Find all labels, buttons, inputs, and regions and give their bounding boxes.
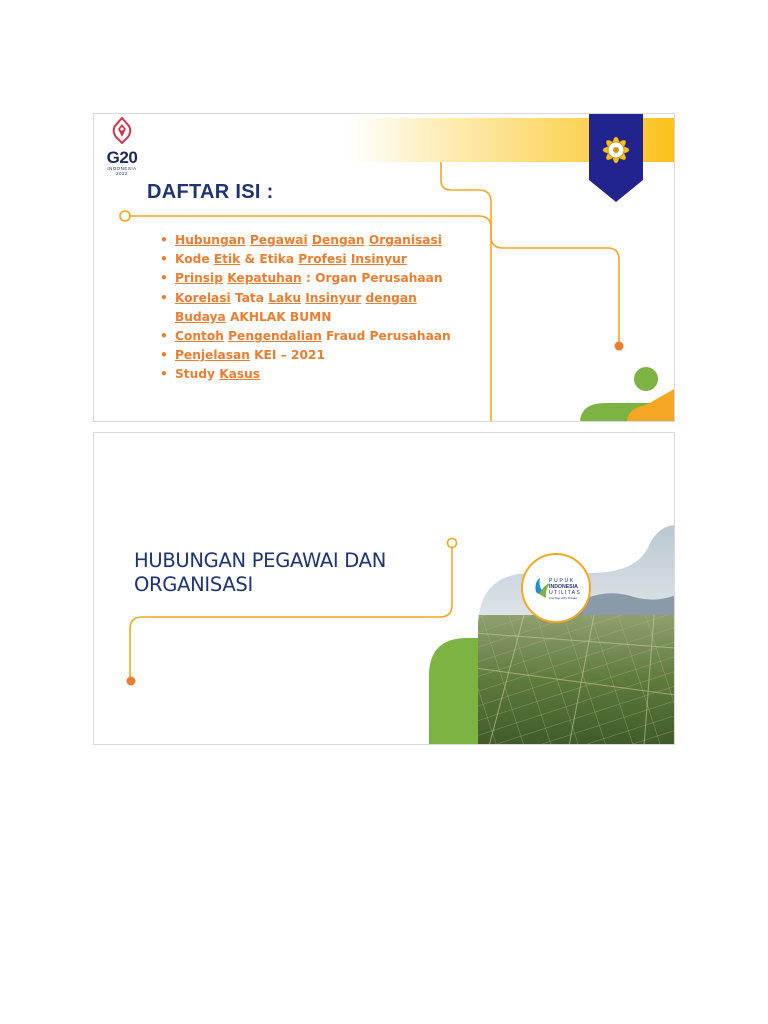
toc-item-continuation [160, 308, 460, 327]
slide2-ring [448, 539, 457, 548]
toc-title: DAFTAR ISI : [147, 181, 274, 203]
section-title [134, 549, 386, 597]
g20-year: 2022 [115, 171, 128, 176]
toc-item-text: Tata [230, 290, 269, 305]
toc-item-text: Budaya [175, 309, 226, 324]
pupuk-word: PUPUK [549, 578, 575, 584]
toc-item-text: : Organ Perusahaan [301, 271, 443, 286]
connector-ring-left [120, 211, 130, 221]
toc-item-text: Profesi [298, 252, 347, 267]
toc-item-text: Pengendalian [228, 329, 322, 344]
toc-item [160, 327, 460, 346]
toc-item-text: Kode [175, 252, 214, 267]
toc-item-text: Kasus [219, 367, 261, 382]
section-title-line1: HUBUNGAN PEGAWAI DAN [134, 549, 386, 572]
toc-item-text: Insinyur [350, 252, 407, 267]
green-dot [634, 367, 658, 391]
toc-item [160, 289, 460, 308]
slide2-dot [127, 677, 136, 686]
toc-item [160, 269, 460, 288]
toc-item-text: Korelasi [175, 290, 231, 305]
line-top-right [441, 162, 619, 344]
toc-item-text: Penjelasan [175, 348, 250, 363]
toc-item-text: & Etika [240, 252, 299, 267]
g20-gunungan-icon [111, 117, 133, 144]
toc-item-text: Laku [268, 290, 302, 305]
toc-list [160, 231, 460, 385]
toc-item-text: AKHLAK BUMN [225, 309, 332, 324]
toc-item [160, 231, 460, 250]
toc-item-text: Study [175, 367, 220, 382]
connector-dot-right [615, 342, 624, 351]
toc-item [160, 346, 460, 365]
toc-item-text: Etik [213, 252, 241, 267]
g20-logo [102, 117, 142, 176]
pupuk-tagline: One Stop Utility Provider [549, 597, 578, 600]
section-title-line2: ORGANISASI [134, 573, 253, 596]
pupuk-indonesia-utilitas-logo [520, 552, 592, 624]
toc-item-text: KEI – 2021 [249, 348, 325, 363]
toc-item-text: Fraud Perusahaan [321, 329, 451, 344]
g20-wordmark: G20 [106, 148, 138, 167]
toc-item-text: Organisasi [368, 233, 442, 247]
toc-item-text: Contoh [175, 329, 224, 344]
toc-item-text: dengan [365, 290, 417, 305]
university-emblem-icon [589, 114, 643, 202]
slide-section-title [93, 432, 675, 745]
toc-item-text: Prinsip [175, 271, 223, 286]
toc-item-text: Pegawai [249, 233, 308, 247]
pupuk-word-2: INDONESIA [549, 584, 578, 590]
toc-item-text: Dengan [311, 233, 365, 247]
toc-item [160, 365, 460, 384]
pupuk-word-3: UTILITAS [549, 590, 581, 596]
toc-item-text: Insinyur [305, 290, 362, 305]
g20-country: INDONESIA [107, 166, 137, 171]
slide-daftar-isi [93, 113, 675, 422]
toc-item-text: Hubungan [175, 233, 246, 247]
toc-item-text: Kepatuhan [227, 271, 302, 286]
toc-item [160, 250, 460, 269]
